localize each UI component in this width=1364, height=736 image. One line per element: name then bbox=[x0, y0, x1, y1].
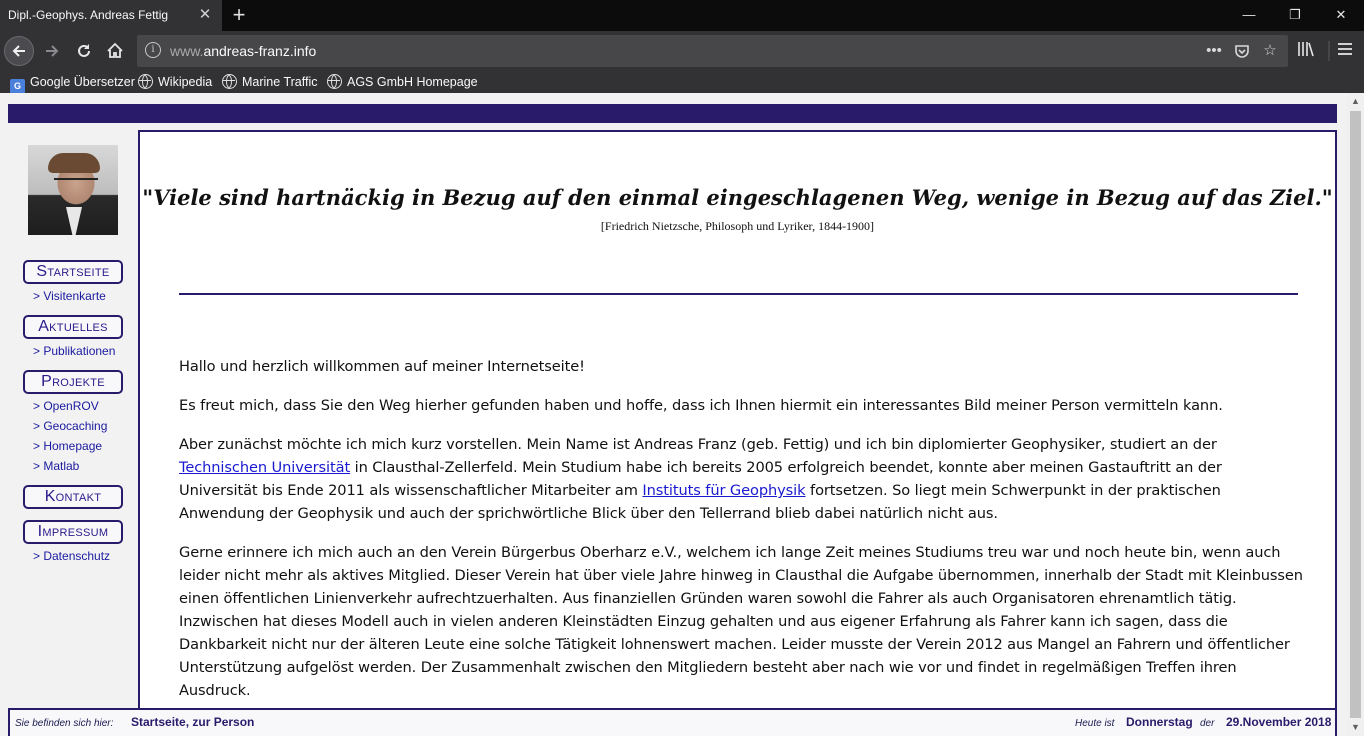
photo-glasses bbox=[54, 178, 98, 188]
globe-icon bbox=[138, 74, 153, 89]
menu-aktuelles[interactable]: Aktuelles bbox=[23, 315, 123, 339]
bookmark-label: Wikipedia bbox=[158, 75, 213, 89]
paragraph-welcome: Hallo und herzlich willkommen auf meiner Internetseite! bbox=[179, 358, 585, 375]
home-icon[interactable] bbox=[101, 37, 129, 65]
menu-sub-datenschutz[interactable]: > Datenschutz bbox=[33, 549, 111, 563]
browser-tab[interactable] bbox=[0, 0, 222, 31]
footer-weekday: Donnerstag bbox=[1126, 715, 1193, 729]
menu-impressum[interactable]: Impressum bbox=[23, 520, 123, 544]
url-host: andreas-franz.info bbox=[203, 43, 317, 59]
new-tab-button[interactable]: + bbox=[232, 2, 246, 27]
info-icon[interactable]: i bbox=[145, 42, 161, 58]
paragraph-about-part1: Aber zunächst möchte ich mich kurz vorstellen. Mein Name ist Andreas Franz (geb. Fettig) und ich bin diplomierter Geophysiker, studiert an der bbox=[179, 436, 1217, 453]
scroll-down-icon[interactable]: ▼ bbox=[1351, 722, 1360, 732]
page-viewport bbox=[0, 93, 1347, 736]
page-actions-icon[interactable]: ••• bbox=[1206, 42, 1222, 59]
bookmark-wikipedia[interactable] bbox=[138, 73, 212, 91]
photo-hair bbox=[48, 153, 100, 173]
browser-navbar bbox=[0, 31, 1364, 71]
bookmark-label: Google Übersetzer bbox=[30, 75, 135, 89]
tab-title: Dipl.-Geophys. Andreas Fettig bbox=[8, 8, 169, 22]
paragraph-about-part2: in Clausthal-Zellerfeld. Mein Studium habe ich bereits 2005 erfolgreich beendet, konnte aber meinen Gastauftritt an der Universität bis Ende 2011 als wissenschaftlicher Mitarbeiter am bbox=[179, 459, 1222, 499]
paragraph-buergerbus: Gerne erinnere ich mich auch an den Verein Bürgerbus Oberharz e.V., welchem ich lange Zeit meines Studiums treu war und noch heute bin, wenn auch leider nicht mehr als aktives Mitglied. Dieser Verein hat über viele Jahre hinweg in Clausthal die Aufgabe übernommen, innerhalb der Stadt mit Kleinbussen einen öffentlichen Linienverkehr aufrechtzuerhalten. Aus finanziellen Gründen waren sowohl die Fahrer als auch Organisatoren ehrenamtlich tätig. Inzwischen hat dieses Modell auch in vielen anderen Kleinstädten Einzug gehalten und aus eigener Erfahrung als Fahrer kann ich sagen, dass die Dankbarkeit nicht nur der älteren Leute eine solche Tätigkeit lohnenswert machen. Leider musste der Verein 2012 aus Mangel an Fahrern und öffentlicher Unterstützung aufgelöst werden. Der Zusammenhalt zwischen den Mitgliedern besteht aber nach wie vor und findet in regelmäßigen Treffen ihren Ausdruck. bbox=[179, 544, 1303, 699]
browser-tab-strip bbox=[0, 0, 1364, 31]
globe-icon bbox=[327, 74, 342, 89]
scroll-thumb[interactable] bbox=[1350, 111, 1361, 718]
restore-icon[interactable]: ❐ bbox=[1289, 7, 1301, 22]
footer-location-label: Sie befinden sich hier: bbox=[15, 718, 114, 729]
photo-shirt bbox=[66, 207, 82, 235]
link-technische-universitaet[interactable]: Technischen Universität bbox=[179, 459, 351, 476]
footer-bar bbox=[8, 708, 1337, 736]
bookmark-star-icon[interactable]: ☆ bbox=[1263, 42, 1277, 59]
library-icon[interactable] bbox=[1295, 41, 1317, 63]
pocket-icon[interactable] bbox=[1231, 40, 1253, 62]
profile-photo bbox=[28, 145, 118, 235]
footer-date-label: der bbox=[1200, 718, 1215, 729]
quote-source: [Friedrich Nietzsche, Philosoph und Lyriker, 1844-1900] bbox=[600, 219, 875, 233]
minimize-icon[interactable]: — bbox=[1242, 7, 1256, 22]
google-translate-icon: G bbox=[10, 79, 25, 94]
bookmarks-bar bbox=[0, 71, 1364, 93]
bookmark-marine-traffic[interactable] bbox=[222, 73, 318, 91]
footer-location-value: Startseite, zur Person bbox=[131, 715, 255, 729]
url-bar[interactable] bbox=[137, 35, 1288, 67]
menu-icon[interactable] bbox=[1334, 41, 1356, 63]
back-icon[interactable] bbox=[4, 36, 34, 66]
menu-kontakt[interactable]: Kontakt bbox=[23, 485, 123, 509]
footer-today-label: Heute ist bbox=[1075, 718, 1115, 729]
main-content bbox=[138, 130, 1337, 736]
bookmark-label: Marine Traffic bbox=[242, 75, 318, 89]
bookmark-label: AGS GmbH Homepage bbox=[347, 75, 478, 89]
menu-startseite[interactable]: Startseite bbox=[23, 260, 123, 284]
content-divider bbox=[179, 293, 1298, 295]
tab-close-icon[interactable]: ✕ bbox=[198, 6, 212, 23]
url-prefix: www. bbox=[170, 43, 204, 59]
footer-date: 29.November 2018 bbox=[1226, 715, 1332, 729]
menu-sub-openrov[interactable]: > OpenROV bbox=[33, 399, 99, 413]
window-close-icon[interactable]: ✕ bbox=[1335, 7, 1347, 22]
menu-sub-matlab[interactable]: > Matlab bbox=[33, 459, 80, 473]
menu-sub-homepage[interactable]: > Homepage bbox=[33, 439, 103, 453]
scroll-up-icon[interactable]: ▲ bbox=[1351, 96, 1360, 106]
menu-sub-publikationen[interactable]: > Publikationen bbox=[33, 344, 116, 358]
quote-text: "Viele sind hartnäckig in Bezug auf den einmal eingeschlagenen Weg, wenige in Bezug auf das Ziel." bbox=[142, 185, 1333, 210]
paragraph-about bbox=[179, 433, 1304, 525]
globe-icon bbox=[222, 74, 237, 89]
menu-sub-visitenkarte[interactable]: > Visitenkarte bbox=[33, 289, 106, 303]
menu-sub-geocaching[interactable]: > Geocaching bbox=[33, 419, 108, 433]
url-text[interactable] bbox=[170, 43, 316, 59]
paragraph-about-part3: fortsetzen. So liegt mein Schwerpunkt in der praktischen Anwendung der Geophysik und auch der sprichwörtliche Blick über den Tellerrand blieb dabei natürlich nicht aus. bbox=[179, 482, 1221, 522]
menu-projekte[interactable]: Projekte bbox=[23, 370, 123, 394]
bookmark-ags-homepage[interactable] bbox=[327, 73, 478, 91]
bookmark-google-translate[interactable] bbox=[10, 73, 135, 91]
forward-icon[interactable] bbox=[38, 37, 66, 65]
reload-icon[interactable] bbox=[70, 37, 98, 65]
page-scrollbar[interactable] bbox=[1347, 93, 1364, 736]
header-bar bbox=[8, 104, 1337, 123]
link-institut-geophysik[interactable]: Instituts für Geophysik bbox=[642, 482, 806, 499]
paragraph-intro: Es freut mich, dass Sie den Weg hierher gefunden haben und hoffe, dass ich Ihnen hiermit ein interessantes Bild meiner Person vermitteln kann. bbox=[179, 397, 1223, 414]
